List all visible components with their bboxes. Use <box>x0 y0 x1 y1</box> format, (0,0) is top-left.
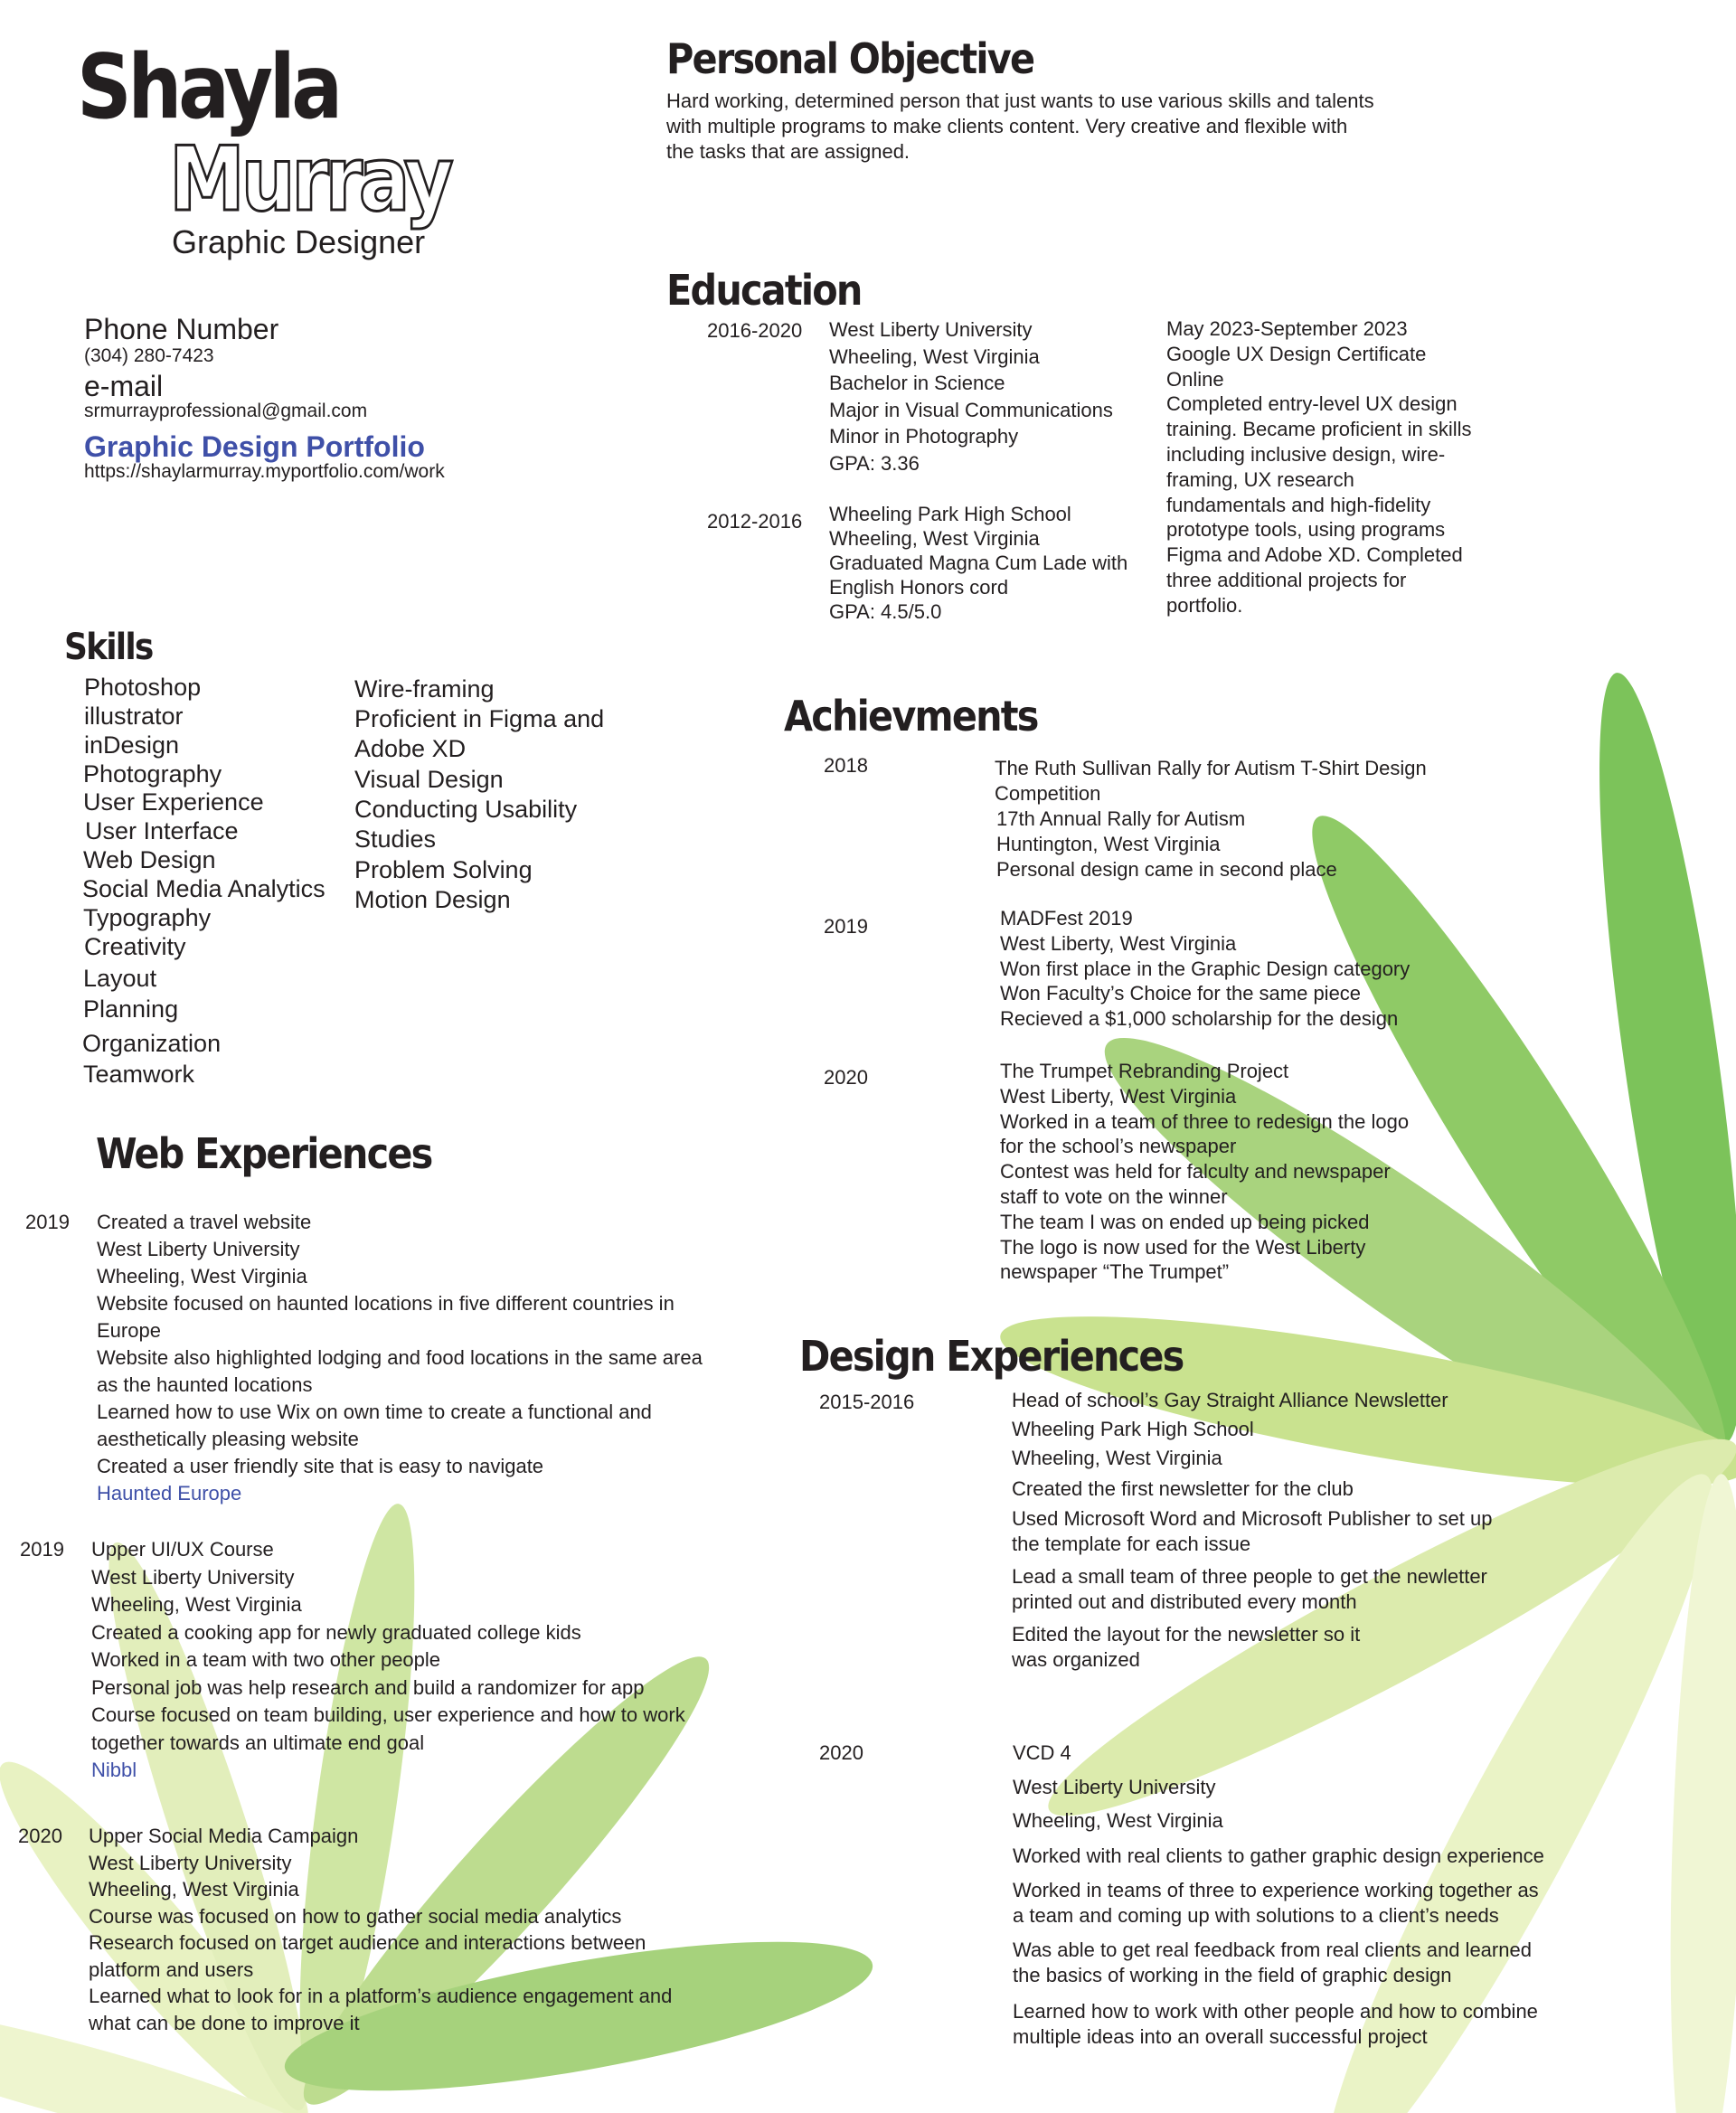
web-experience-year: 2019 <box>25 1211 70 1233</box>
education-certificate <box>1166 316 1471 618</box>
skill-item: Creativity <box>84 933 186 960</box>
education-line: including inclusive design, wire- <box>1166 442 1446 466</box>
education-line: GPA: 3.36 <box>829 451 920 475</box>
job-title: Graphic Designer <box>172 223 426 260</box>
skill-item: Wire-framing <box>354 675 495 703</box>
skill-item: Social Media Analytics <box>82 875 326 902</box>
skill-item: Conducting Usability <box>354 796 578 823</box>
design-experience-line: multiple ideas into an overall successful project <box>1013 2025 1428 2048</box>
achievements-heading: Achievments <box>784 692 1038 740</box>
skill-item: Proficient in Figma and <box>354 705 605 732</box>
skills-heading: Skills <box>64 627 153 668</box>
education-line: Graduated Magna Cum Lade with <box>829 552 1128 574</box>
web-experiences-heading: Web Experiences <box>96 1129 432 1178</box>
achievement-line: Contest was held for falculty and newspaper <box>1000 1160 1391 1184</box>
achievement-line: Personal design came in second place <box>996 858 1337 881</box>
education-line: fundamentals and high-fidelity <box>1166 493 1431 516</box>
web-experience-entry <box>91 1536 685 1785</box>
web-experience-line: Created a cooking app for newly graduated college kids <box>91 1620 581 1644</box>
web-experience-line: West Liberty University <box>91 1565 295 1589</box>
design-experience-line: the template for each issue <box>1012 1533 1251 1555</box>
skill-item: Typography <box>83 904 212 931</box>
design-experience-line: West Liberty University <box>1013 1776 1216 1798</box>
skill-item: Planning <box>83 995 179 1023</box>
web-experience-line: Europe <box>97 1319 161 1342</box>
education-line: Wheeling, West Virginia <box>829 344 1040 368</box>
education-line: Wheeling, West Virginia <box>829 527 1040 550</box>
achievement-line: West Liberty, West Virginia <box>1000 1084 1237 1108</box>
design-experience-line: was organized <box>1012 1648 1140 1671</box>
web-experience-year: 2019 <box>20 1538 64 1561</box>
education-line: Figma and Adobe XD. Completed <box>1166 543 1463 567</box>
design-experience-line: the basics of working in the field of graphic design <box>1013 1964 1452 1986</box>
skill-item: Web Design <box>83 846 216 873</box>
education-line: West Liberty University <box>829 318 1033 341</box>
achievement-entry <box>995 756 1427 882</box>
design-experience-line: a team and coming up with solutions to a client’s needs <box>1013 1904 1499 1927</box>
web-experience-line: Created a user friendly site that is easy to navigate <box>97 1455 544 1477</box>
web-experience-line: Learned how to use Wix on own time to create a functional and <box>97 1401 652 1423</box>
objective-text <box>666 89 1453 165</box>
achievement-entry <box>1000 906 1410 1032</box>
web-experience-line: Worked in a team with two other people <box>91 1648 441 1671</box>
design-experience-line: Lead a small team of three people to get the newletter <box>1012 1565 1487 1588</box>
portfolio-url[interactable]: https://shaylarmurray.myportfolio.com/work <box>84 461 445 482</box>
first-name: Shayla <box>77 36 339 139</box>
objective-line: the tasks that are assigned. <box>666 140 910 163</box>
design-experience-line: Created the first newsletter for the club <box>1012 1477 1354 1500</box>
skill-item: illustrator <box>84 703 184 730</box>
design-experience-line: Worked with real clients to gather graphic design experience <box>1013 1844 1544 1867</box>
web-experience-line: West Liberty University <box>97 1238 300 1260</box>
education-line: training. Became proficient in skills <box>1166 418 1472 441</box>
skill-item: Adobe XD <box>354 735 467 762</box>
skill-item: Teamwork <box>83 1061 195 1088</box>
achievement-year: 2019 <box>824 915 868 938</box>
web-experience-line: Website focused on haunted locations in five different countries in <box>97 1292 675 1315</box>
education-line: Wheeling Park High School <box>829 503 1071 525</box>
design-experience-line: VCD 4 <box>1013 1741 1071 1764</box>
web-experience-line: Wheeling, West Virginia <box>89 1878 299 1901</box>
achievement-line: 17th Annual Rally for Autism <box>996 807 1246 830</box>
design-experience-line: Wheeling, West Virginia <box>1012 1447 1222 1469</box>
web-experience-entry <box>97 1209 703 1507</box>
education-line: three additional projects for <box>1166 568 1407 591</box>
skill-item: Problem Solving <box>354 856 533 883</box>
design-experience-line: Wheeling, West Virginia <box>1013 1809 1223 1832</box>
skill-item: User Interface <box>85 817 239 844</box>
education-entry <box>829 502 1127 624</box>
education-heading: Education <box>666 266 862 315</box>
education-line: prototype tools, using programs <box>1166 518 1446 542</box>
education-line: Online <box>1166 367 1224 391</box>
web-experience-line: Learned what to look for in a platform’s audience engagement and <box>89 1985 673 2007</box>
web-experience-line: Course was focused on how to gather social media analytics <box>89 1904 622 1928</box>
web-experience-line: as the haunted locations <box>97 1373 313 1396</box>
web-experience-line: Course focused on team building, user experience and how to work <box>91 1703 685 1726</box>
design-experience-line: Edited the layout for the newsletter so it <box>1012 1623 1361 1646</box>
skill-item: Visual Design <box>354 766 504 793</box>
web-experience-year: 2020 <box>18 1825 62 1847</box>
achievement-line: The Trumpet Rebranding Project <box>1000 1060 1289 1082</box>
haunted-europe-link[interactable]: Haunted Europe <box>97 1482 242 1505</box>
design-experience-line: Was able to get real feedback from real clients and learned <box>1013 1938 1532 1961</box>
last-name: Murray <box>169 128 450 231</box>
design-experience-line: Learned how to work with other people and how to combine <box>1013 2000 1538 2023</box>
web-experience-entry <box>89 1823 672 2036</box>
email-label: e-mail <box>84 370 164 402</box>
portfolio-link[interactable]: Graphic Design Portfolio <box>84 430 425 463</box>
achievement-entry <box>1000 1059 1409 1285</box>
achievement-line: Won first place in the Graphic Design category <box>1000 957 1410 980</box>
design-experience-entry <box>1012 1387 1492 1673</box>
education-line: portfolio. <box>1166 593 1243 617</box>
education-line: Minor in Photography <box>829 425 1019 448</box>
web-experience-line: West Liberty University <box>89 1851 292 1874</box>
design-experience-line: printed out and distributed every month <box>1012 1590 1357 1613</box>
nibbl-link[interactable]: Nibbl <box>91 1759 137 1781</box>
skill-item: Photography <box>83 760 222 788</box>
education-line: Bachelor in Science <box>829 372 1005 394</box>
education-line: Major in Visual Communications <box>829 398 1113 421</box>
education-line: Google UX Design Certificate <box>1166 342 1427 365</box>
achievement-line: Recieved a $1,000 scholarship for the design <box>1000 1007 1399 1031</box>
design-experiences-heading: Design Experiences <box>799 1332 1184 1381</box>
education-entry <box>829 316 1113 476</box>
skills-column-1 <box>83 0 354 1103</box>
objective-line: Hard working, determined person that just wants to use various skills and talents <box>666 90 1374 112</box>
achievement-line: staff to vote on the winner <box>1000 1184 1228 1208</box>
education-year: 2016-2020 <box>707 319 803 342</box>
design-experience-line: Worked in teams of three to experience working together as <box>1013 1879 1539 1901</box>
design-experience-entry <box>1013 1740 1544 2050</box>
skill-item: Photoshop <box>84 674 202 701</box>
web-experience-line: Research focused on target audience and interactions between <box>89 1931 646 1954</box>
phone-value: (304) 280-7423 <box>84 345 214 366</box>
objective-line: with multiple programs to make clients content. Very creative and flexible with <box>666 115 1348 137</box>
web-experience-line: aesthetically pleasing website <box>97 1428 359 1450</box>
achievement-line: Competition <box>995 782 1101 805</box>
achievement-line: MADFest 2019 <box>1000 907 1133 929</box>
achievement-year: 2018 <box>824 754 868 777</box>
achievement-line: The team I was on ended up being picked <box>1000 1210 1370 1233</box>
education-line: May 2023-September 2023 <box>1166 317 1408 340</box>
design-experience-line: Head of school’s Gay Straight Alliance Newsletter <box>1012 1389 1448 1411</box>
skill-item: Layout <box>83 965 157 992</box>
web-experience-line: together towards an ultimate end goal <box>91 1731 425 1754</box>
achievement-year: 2020 <box>824 1066 868 1089</box>
design-experience-line: Wheeling Park High School <box>1012 1418 1254 1440</box>
phone-label: Phone Number <box>84 313 279 345</box>
achievement-line: West Liberty, West Virginia <box>1000 931 1237 955</box>
achievement-line: Huntington, West Virginia <box>996 833 1221 855</box>
skills-column-2 <box>354 0 644 922</box>
achievement-line: newspaper “The Trumpet” <box>1000 1260 1230 1284</box>
achievement-line: for the school’s newspaper <box>1000 1135 1237 1158</box>
web-experience-line: Upper Social Media Campaign <box>89 1825 359 1847</box>
education-line: framing, UX research <box>1166 467 1354 491</box>
education-line: GPA: 4.5/5.0 <box>829 600 942 623</box>
web-experience-line: Created a travel website <box>97 1211 312 1233</box>
skill-item: Organization <box>82 1030 222 1057</box>
education-year: 2012-2016 <box>707 510 803 533</box>
objective-heading: Personal Objective <box>666 34 1034 83</box>
web-experience-line: Wheeling, West Virginia <box>97 1265 307 1288</box>
skill-item: User Experience <box>83 788 264 816</box>
web-experience-line: Website also highlighted lodging and food locations in the same area <box>97 1346 703 1369</box>
achievement-line: Won Faculty’s Choice for the same piece <box>1000 982 1362 1005</box>
education-line: Completed entry-level UX design <box>1166 392 1458 416</box>
achievement-line: Worked in a team of three to redesign the logo <box>1000 1109 1410 1133</box>
web-experience-line: platform and users <box>89 1957 254 1981</box>
achievement-line: The Ruth Sullivan Rally for Autism T-Shirt Design <box>995 757 1427 779</box>
web-experience-line: Wheeling, West Virginia <box>91 1593 302 1616</box>
design-experience-line: Used Microsoft Word and Microsoft Publisher to set up <box>1012 1507 1493 1530</box>
education-line: English Honors cord <box>829 576 1009 599</box>
skill-item: inDesign <box>84 731 180 759</box>
web-experience-line: Personal job was help research and build a randomizer for app <box>91 1675 645 1699</box>
design-experience-year: 2020 <box>819 1741 863 1764</box>
email-value[interactable]: srmurrayprofessional@gmail.com <box>84 401 368 421</box>
achievement-line: The logo is now used for the West Liberty <box>1000 1235 1366 1259</box>
web-experience-line: what can be done to improve it <box>89 2011 360 2034</box>
design-experience-year: 2015-2016 <box>819 1391 915 1413</box>
skill-item: Motion Design <box>354 886 511 913</box>
skill-item: Studies <box>354 825 437 853</box>
web-experience-line: Upper UI/UX Course <box>91 1538 274 1561</box>
